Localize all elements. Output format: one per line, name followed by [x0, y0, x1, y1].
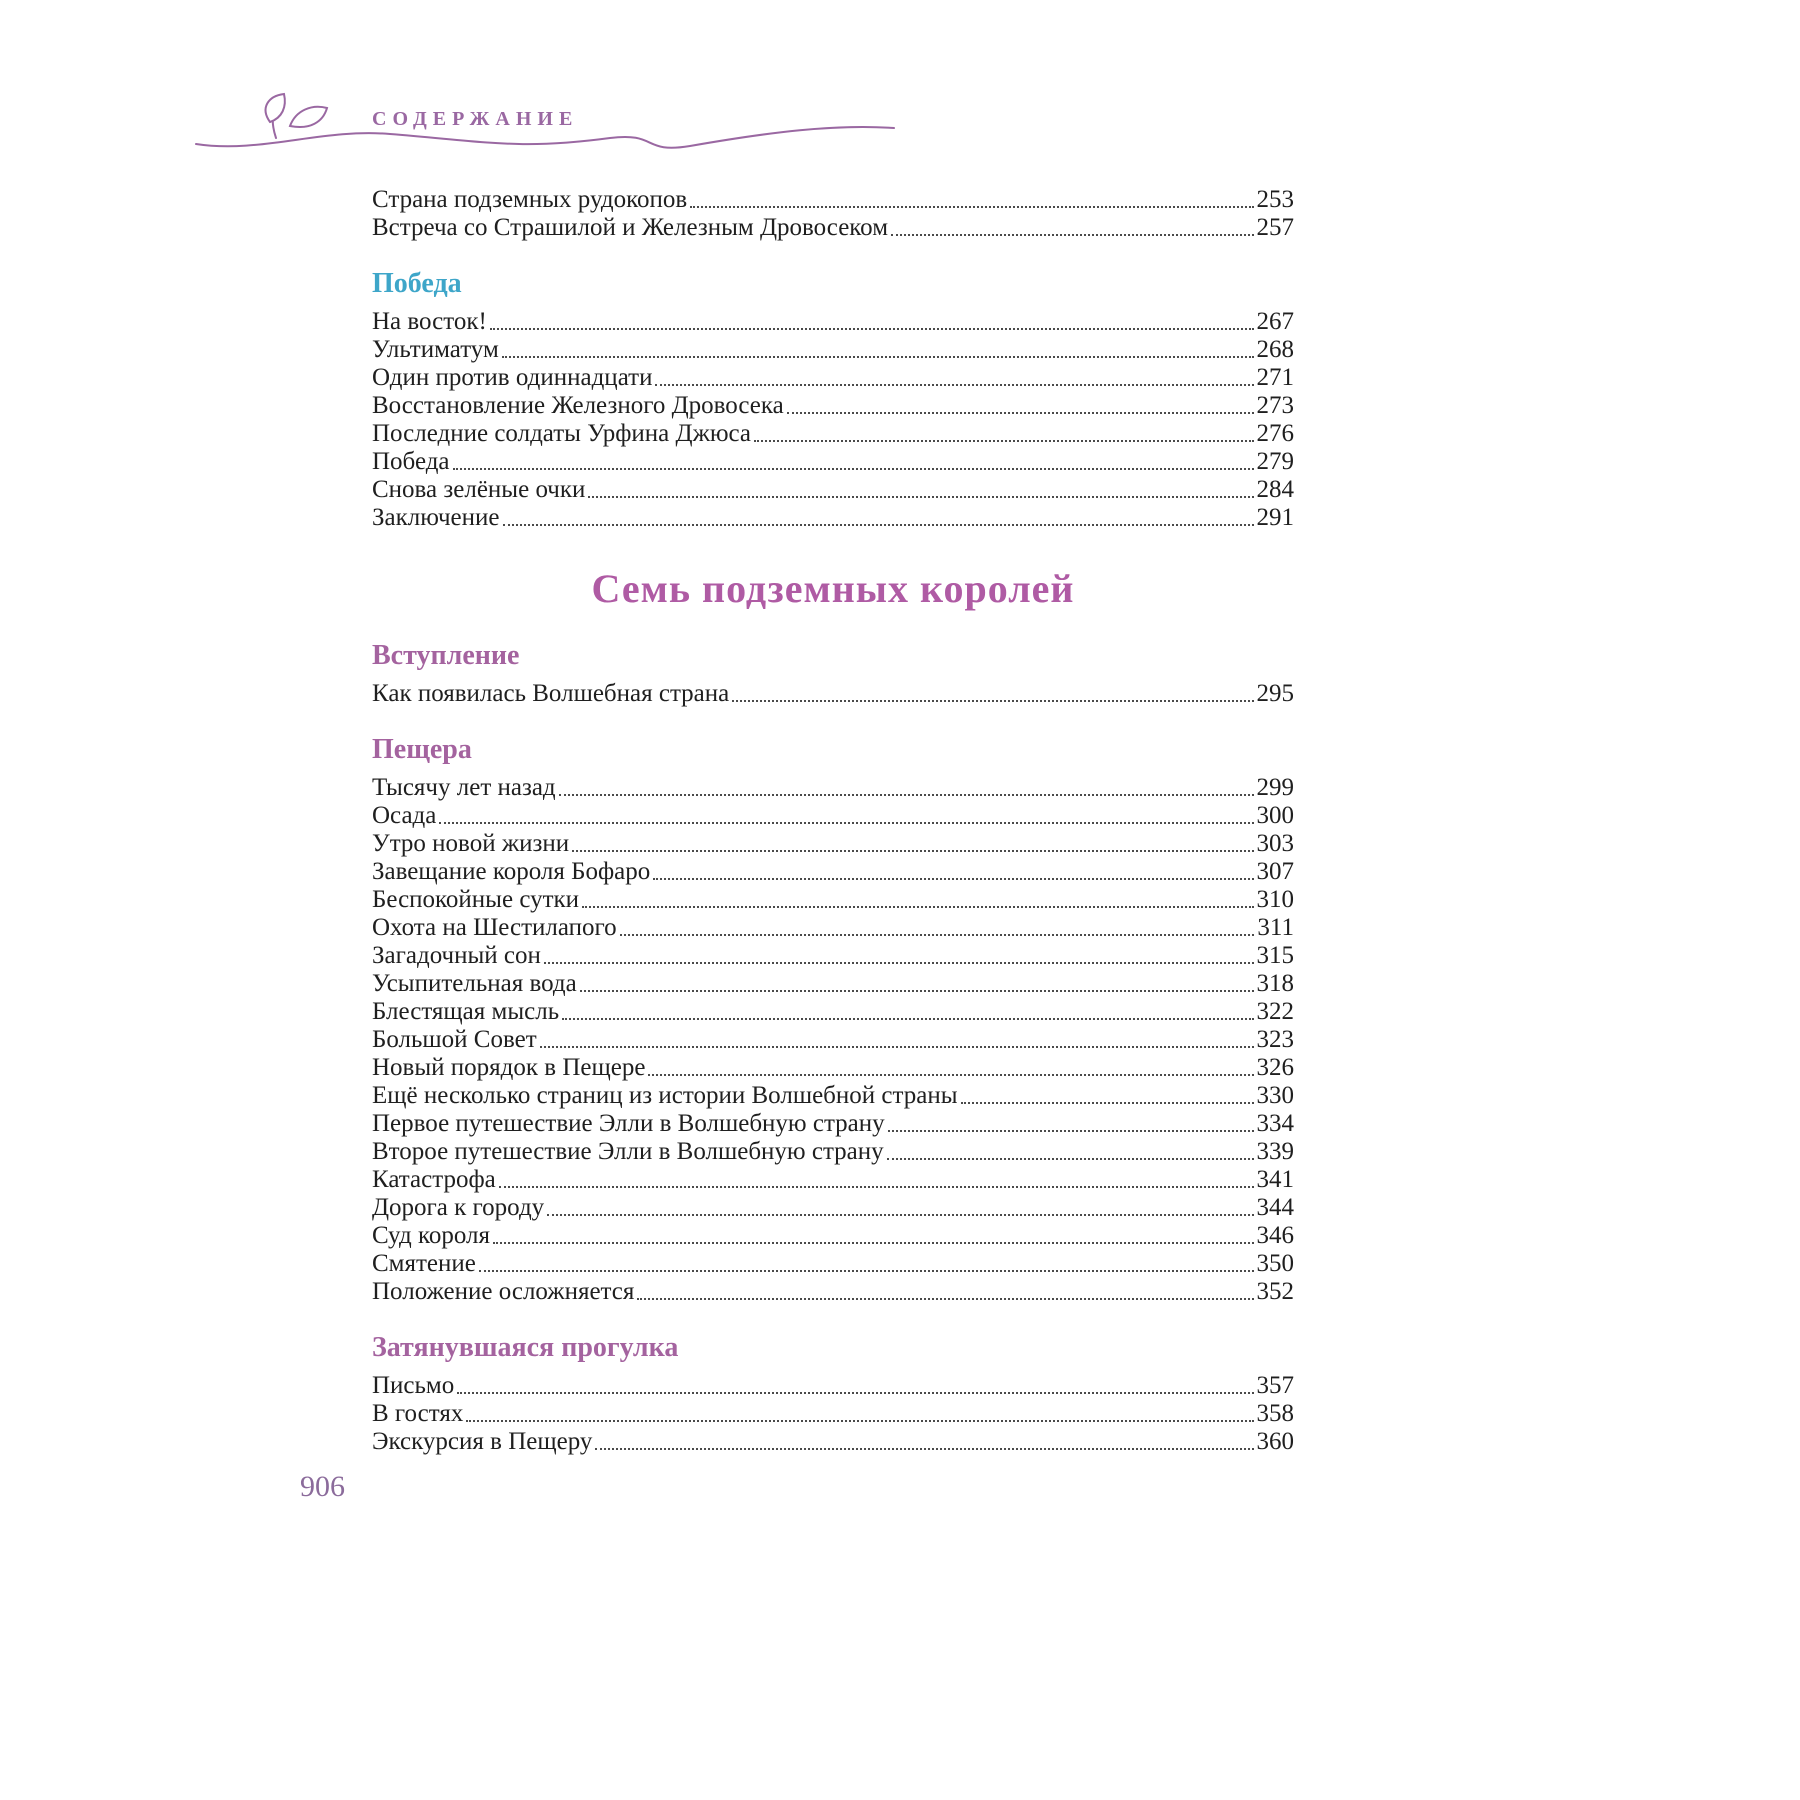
- entry-page-number: 267: [1256, 308, 1294, 335]
- entry-page-number: 276: [1256, 420, 1294, 447]
- entry-title: Большой Совет: [372, 1026, 537, 1053]
- dot-leader: [637, 1298, 1253, 1300]
- entry-title: Охота на Шестилапого: [372, 914, 617, 941]
- entry-page-number: 315: [1256, 942, 1294, 969]
- dot-leader: [499, 1186, 1254, 1188]
- entry-title: Встреча со Страшилой и Железным Дровосеком: [372, 214, 889, 241]
- section-heading: Вступление: [372, 640, 520, 671]
- entry-title: Усыпительная вода: [372, 970, 577, 997]
- toc-entry: [372, 680, 1294, 708]
- entry-title: Восстановление Железного Дровосека: [372, 392, 784, 419]
- entry-page-number: 271: [1256, 364, 1294, 391]
- entry-title: Последние солдаты Урфина Джюса: [372, 420, 752, 447]
- entry-page-number: 299: [1256, 774, 1294, 801]
- toc-entry: [372, 364, 1294, 392]
- entry-title: Победа: [372, 448, 450, 475]
- entry-title: Катастрофа: [372, 1166, 496, 1193]
- entry-title: Ещё несколько страниц из истории Волшебной страны: [372, 1082, 958, 1109]
- entry-page-number: 303: [1256, 830, 1294, 857]
- toc-entry: [372, 1250, 1294, 1278]
- entry-page-number: 279: [1256, 448, 1294, 475]
- toc-entry: [372, 336, 1294, 364]
- toc-entry: [372, 1194, 1294, 1222]
- toc-entry: [372, 1026, 1294, 1054]
- entry-title: Один против одиннадцати: [372, 364, 653, 391]
- toc-entry: [372, 448, 1294, 476]
- dot-leader: [559, 794, 1254, 796]
- entry-title: Блестящая мысль: [372, 998, 560, 1025]
- entry-page-number: 360: [1256, 1428, 1294, 1455]
- dot-leader: [439, 822, 1253, 824]
- toc-entry: [372, 1082, 1294, 1110]
- entry-title: Снова зелёные очки: [372, 476, 586, 503]
- entry-page-number: 323: [1256, 1026, 1294, 1053]
- entry-page-number: 358: [1256, 1400, 1294, 1427]
- entry-title: Заключение: [372, 504, 500, 531]
- entry-title: Первое путешествие Элли в Волшебную страну: [372, 1110, 885, 1137]
- toc-entry: [372, 914, 1294, 942]
- entry-page-number: 334: [1256, 1110, 1294, 1137]
- dot-leader: [653, 878, 1253, 880]
- dot-leader: [648, 1074, 1253, 1076]
- toc-entry: [372, 1110, 1294, 1138]
- entry-group: [372, 1372, 1294, 1456]
- toc-entry: [372, 886, 1294, 914]
- entry-title: Письмо: [372, 1372, 455, 1399]
- dot-leader: [888, 1130, 1254, 1132]
- toc-entry: [372, 1054, 1294, 1082]
- toc-entry: [372, 504, 1294, 532]
- entry-page-number: 346: [1256, 1222, 1294, 1249]
- toc-entry: [372, 1278, 1294, 1306]
- dot-leader: [547, 1214, 1253, 1216]
- toc-entry: [372, 858, 1294, 886]
- entry-page-number: 273: [1256, 392, 1294, 419]
- toc-entry: [372, 998, 1294, 1026]
- dot-leader: [787, 412, 1254, 414]
- entry-page-number: 350: [1256, 1250, 1294, 1277]
- toc-entry: [372, 214, 1294, 242]
- entry-group: [372, 186, 1294, 242]
- entry-page-number: 268: [1256, 336, 1294, 363]
- entry-page-number: 341: [1256, 1166, 1294, 1193]
- toc-entry: [372, 802, 1294, 830]
- dot-leader: [887, 1158, 1254, 1160]
- dot-leader: [961, 1102, 1254, 1104]
- dot-leader: [540, 1046, 1254, 1048]
- dot-leader: [655, 384, 1253, 386]
- section-heading: Победа: [372, 268, 462, 299]
- entry-group: [372, 774, 1294, 1306]
- toc-entry: [372, 1428, 1294, 1456]
- entry-title: Страна подземных рудокопов: [372, 186, 688, 213]
- entry-title: Осада: [372, 802, 437, 829]
- entry-title: Как появилась Волшебная страна: [372, 680, 730, 707]
- entry-group: [372, 680, 1294, 708]
- entry-title: В гостях: [372, 1400, 464, 1427]
- dot-leader: [466, 1420, 1253, 1422]
- dot-leader: [582, 906, 1253, 908]
- section-heading: Пещера: [372, 734, 472, 765]
- toc-entry: [372, 476, 1294, 504]
- dot-leader: [595, 1448, 1253, 1450]
- entry-page-number: 284: [1256, 476, 1294, 503]
- entry-page-number: 357: [1256, 1372, 1294, 1399]
- page-title: СОДЕРЖАНИЕ: [372, 108, 579, 130]
- toc-entry: [372, 1138, 1294, 1166]
- dot-leader: [493, 1242, 1254, 1244]
- entry-title: Новый порядок в Пещере: [372, 1054, 646, 1081]
- entry-title: Экскурсия в Пещеру: [372, 1428, 593, 1455]
- toc-entry: [372, 1400, 1294, 1428]
- entry-page-number: 322: [1256, 998, 1294, 1025]
- entry-group: [372, 308, 1294, 532]
- page-number: 906: [300, 1470, 345, 1503]
- entry-page-number: 326: [1256, 1054, 1294, 1081]
- toc-entry: [372, 774, 1294, 802]
- toc-entry: [372, 420, 1294, 448]
- entry-title: Загадочный сон: [372, 942, 541, 969]
- book-title: Семь подземных королей: [591, 566, 1075, 611]
- toc-entry: [372, 1372, 1294, 1400]
- entry-page-number: 300: [1256, 802, 1294, 829]
- toc-entry: [372, 1166, 1294, 1194]
- toc-list: [372, 186, 1294, 1456]
- dot-leader: [453, 468, 1254, 470]
- entry-title: На восток!: [372, 308, 487, 335]
- entry-title: Второе путешествие Элли в Волшебную страну: [372, 1138, 884, 1165]
- section-heading: Затянувшаяся прогулка: [372, 1332, 679, 1363]
- entry-page-number: 330: [1256, 1082, 1294, 1109]
- entry-page-number: 291: [1256, 504, 1294, 531]
- entry-page-number: 295: [1256, 680, 1294, 707]
- dot-leader: [544, 962, 1254, 964]
- dot-leader: [891, 234, 1253, 236]
- dot-leader: [572, 850, 1253, 852]
- dot-leader: [754, 440, 1253, 442]
- toc-entry: [372, 392, 1294, 420]
- dot-leader: [503, 524, 1254, 526]
- entry-page-number: 339: [1256, 1138, 1294, 1165]
- entry-title: Утро новой жизни: [372, 830, 570, 857]
- dot-leader: [620, 934, 1255, 936]
- entry-page-number: 310: [1256, 886, 1294, 913]
- dot-leader: [580, 990, 1254, 992]
- entry-page-number: 318: [1256, 970, 1294, 997]
- entry-title: Ультиматум: [372, 336, 499, 363]
- entry-page-number: 344: [1256, 1194, 1294, 1221]
- dot-leader: [732, 700, 1253, 702]
- entry-title: Завещание короля Бофаро: [372, 858, 651, 885]
- entry-page-number: 257: [1256, 214, 1294, 241]
- toc-entry: [372, 942, 1294, 970]
- toc-entry: [372, 830, 1294, 858]
- dot-leader: [588, 496, 1253, 498]
- entry-page-number: 307: [1256, 858, 1294, 885]
- dot-leader: [502, 356, 1254, 358]
- toc-entry: [372, 970, 1294, 998]
- entry-page-number: 352: [1256, 1278, 1294, 1305]
- dot-leader: [457, 1392, 1253, 1394]
- entry-title: Смятение: [372, 1250, 476, 1277]
- entry-title: Дорога к городу: [372, 1194, 545, 1221]
- entry-page-number: 311: [1257, 914, 1294, 941]
- dot-leader: [490, 328, 1254, 330]
- entry-title: Суд короля: [372, 1222, 490, 1249]
- dot-leader: [690, 206, 1253, 208]
- entry-title: Тысячу лет назад: [372, 774, 556, 801]
- entry-title: Беспокойные сутки: [372, 886, 580, 913]
- entry-page-number: 253: [1256, 186, 1294, 213]
- toc-entry: [372, 1222, 1294, 1250]
- toc-entry: [372, 186, 1294, 214]
- dot-leader: [479, 1270, 1254, 1272]
- entry-title: Положение осложняется: [372, 1278, 635, 1305]
- dot-leader: [562, 1018, 1253, 1020]
- toc-entry: [372, 308, 1294, 336]
